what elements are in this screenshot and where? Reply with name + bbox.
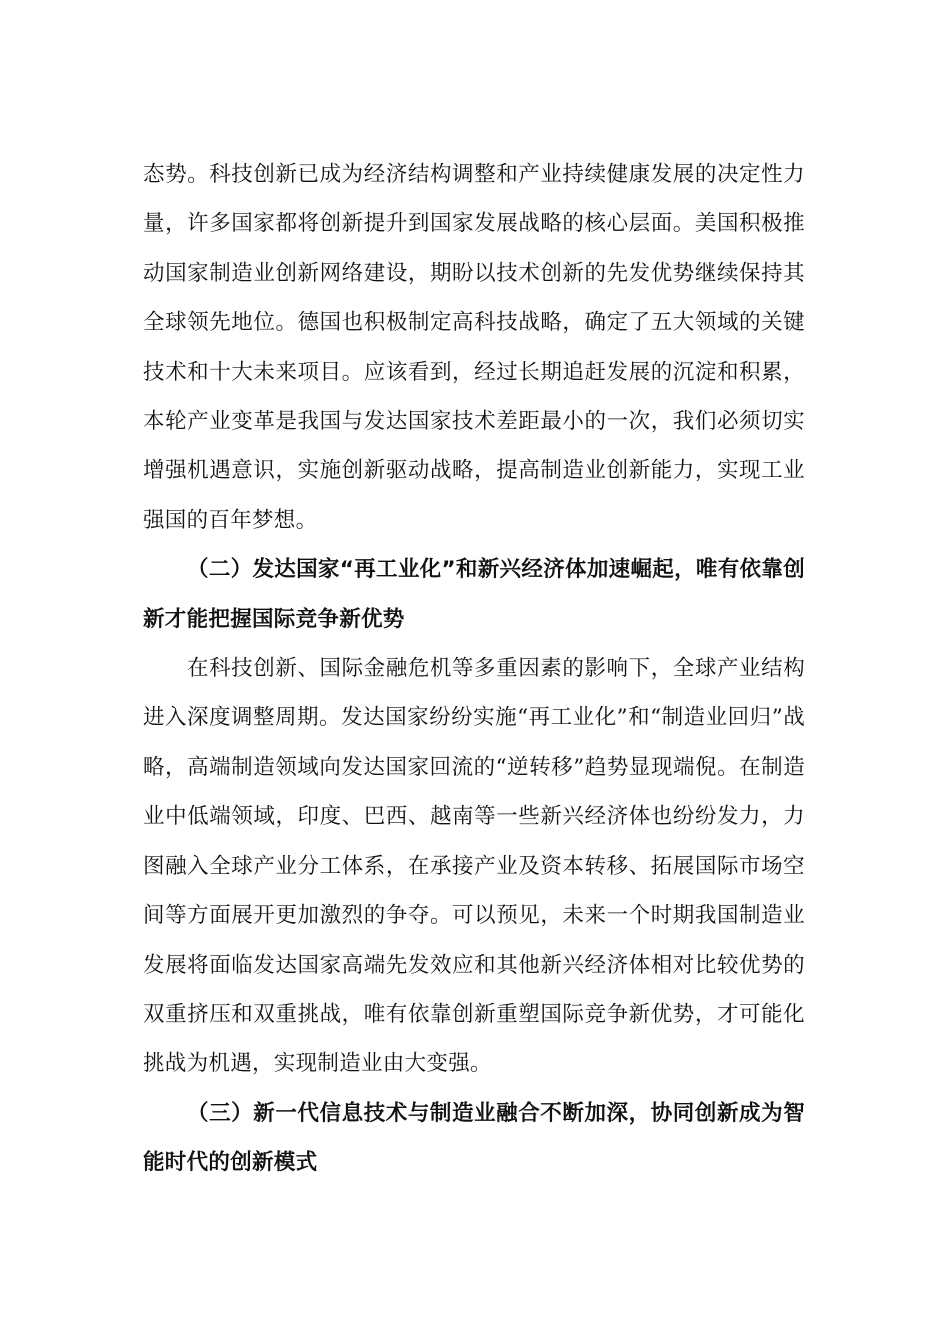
document-body — [143, 150, 805, 1188]
body-paragraph: 在科技创新、国际金融危机等多重因素的影响下，全球产业结构进入深度调整周期。发达国家纷纷实施“再工业化”和“制造业回归”战略，高端制造领域向发达国家回流的“逆转移”趋势显现端倪。在制造业中低端领域，印度、巴西、越南等一些新兴经济体也纷纷发力，力图融入全球产业分工体系，在承接产业及资本转移、拓展国际市场空间等方面展开更加激烈的争夺。可以预见，未来一个时期我国制造业发展将面临发达国家高端先发效应和其他新兴经济体相对比较优势的双重挤压和双重挑战，唯有依靠创新重塑国际竞争新优势，才可能化挑战为机遇，实现制造业由大变强。 — [143, 656, 805, 1077]
body-paragraph: 态势。科技创新已成为经济结构调整和产业持续健康发展的决定性力量，许多国家都将创新提升到国家发展战略的核心层面。美国积极推动国家制造业创新网络建设，期盼以技术创新的先发优势继续保持其全球领先地位。德国也积极制定高科技战略，确定了五大领域的关键技术和十大未来项目。应该看到，经过长期追赶发展的沉淀和积累，本轮产业变革是我国与发达国家技术差距最小的一次，我们必须切实增强机遇意识，实施创新驱动战略，提高制造业创新能力，实现工业强国的百年梦想。 — [143, 162, 805, 533]
section-heading: （三）新一代信息技术与制造业融合不断加深，协同创新成为智能时代的创新模式 — [143, 1100, 805, 1176]
section-heading: （二）发达国家“再工业化”和新兴经济体加速崛起，唯有依靠创新才能把握国际竞争新优势 — [143, 557, 805, 632]
